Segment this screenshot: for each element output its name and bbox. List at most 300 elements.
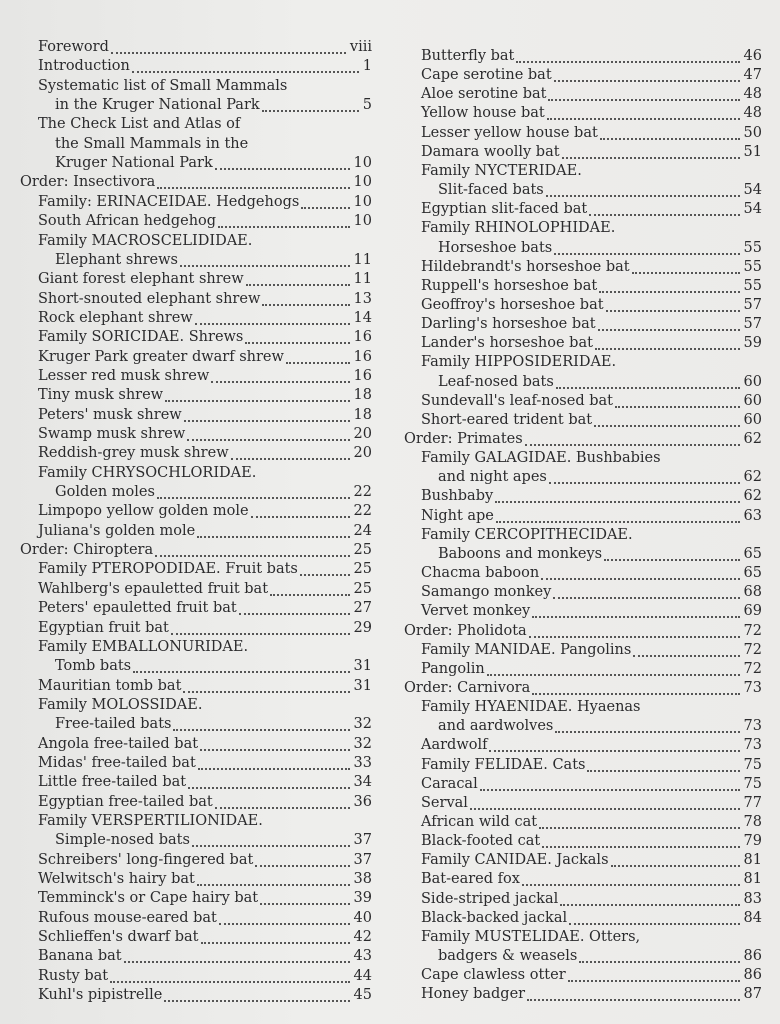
toc-entry-page: 46 xyxy=(743,48,762,64)
toc-entry-page: 48 xyxy=(743,86,762,103)
toc-entry-page: 57 xyxy=(743,296,762,313)
dot-leader xyxy=(180,251,350,267)
dot-leader xyxy=(262,96,359,112)
toc-entry xyxy=(396,334,762,353)
toc-entry-title: Free-tailed bats xyxy=(55,716,172,733)
toc-entry-title: Sundevall's leaf-nosed bat xyxy=(421,392,613,409)
dot-leader xyxy=(643,700,759,714)
toc-entry-page: 51 xyxy=(743,143,762,160)
dot-leader xyxy=(254,234,368,248)
toc-entry xyxy=(0,696,372,715)
dot-leader xyxy=(542,832,739,848)
toc-entry-page: 44 xyxy=(353,967,372,984)
toc-entry-page: 68 xyxy=(743,584,762,601)
dot-leader xyxy=(522,870,740,886)
toc-entry-title: Systematic list of Small Mammals xyxy=(38,77,288,94)
toc-entry-page: 55 xyxy=(743,258,762,275)
toc-entry xyxy=(396,966,762,985)
toc-entry-title: Rusty bat xyxy=(38,967,109,984)
dot-leader xyxy=(496,507,740,523)
toc-entry-title: Serval xyxy=(421,794,468,811)
toc-entry xyxy=(0,328,372,347)
dot-leader xyxy=(286,348,350,364)
toc-entry-page: 32 xyxy=(353,716,372,733)
toc-entry-title: Introduction xyxy=(38,58,130,75)
toc-entry-title: Black-footed cat xyxy=(421,833,541,850)
toc-entry-page: 75 xyxy=(743,756,762,773)
toc-entry xyxy=(396,47,762,66)
toc-entry-title: Lesser yellow house bat xyxy=(421,124,598,141)
toc-entry xyxy=(0,677,372,696)
toc-entry-page: 16 xyxy=(353,348,372,365)
toc-entry-title: Midas' free-tailed bat xyxy=(38,754,196,771)
toc-entry xyxy=(396,756,762,775)
toc-entry-title: Darling's horseshoe bat xyxy=(421,316,596,333)
dot-leader xyxy=(549,468,740,484)
toc-entry-title: the Small Mammals in the xyxy=(55,135,249,152)
dot-leader xyxy=(556,373,740,389)
toc-entry xyxy=(396,985,762,1004)
toc-entry-page: 59 xyxy=(743,335,762,352)
toc-entry-page: 78 xyxy=(743,814,762,830)
toc-entry-title: Family FELIDAE. Cats xyxy=(421,756,586,773)
toc-entry-title: Kruger National Park xyxy=(55,155,213,172)
toc-entry xyxy=(0,541,372,560)
toc-entry-page: 50 xyxy=(743,124,762,141)
toc-entry-page: viii xyxy=(349,39,372,55)
toc-entry-page: 45 xyxy=(353,987,372,1004)
dot-leader xyxy=(525,430,740,446)
toc-entry-title: Little free-tailed bat xyxy=(38,774,187,791)
toc-entry-page: 75 xyxy=(743,775,762,792)
dot-leader xyxy=(245,328,349,344)
toc-entry xyxy=(0,638,372,657)
toc-entry-page: 34 xyxy=(353,774,372,791)
toc-entry-title: Welwitsch's hairy bat xyxy=(38,871,195,888)
toc-entry-page: 39 xyxy=(353,890,372,907)
toc-entry-page: 87 xyxy=(743,986,762,1003)
toc-entry-page: 54 xyxy=(743,201,762,218)
toc-entry xyxy=(396,449,762,468)
toc-entry-page: 54 xyxy=(743,182,762,199)
toc-entry-title: Family CHRYSOCHLORIDAE. xyxy=(38,464,257,481)
dot-leader xyxy=(187,425,349,441)
toc-entry xyxy=(396,315,762,334)
dot-leader xyxy=(562,143,740,159)
toc-entry xyxy=(0,115,372,134)
toc-entry-page: 69 xyxy=(743,603,762,620)
toc-entry-title: Cape clawless otter xyxy=(421,967,566,984)
toc-entry-page: 16 xyxy=(353,367,372,384)
toc-entry-page: 1 xyxy=(362,58,372,75)
toc-entry-title: Yellow house bat xyxy=(421,105,545,122)
toc-entry xyxy=(0,290,372,309)
toc-entry-title: Egyptian fruit bat xyxy=(38,619,169,636)
toc-entry-page: 81 xyxy=(743,871,762,888)
toc-entry xyxy=(396,660,762,679)
toc-entry-page: 60 xyxy=(743,373,762,390)
dot-leader xyxy=(470,794,740,810)
toc-entry-title: Pangolin xyxy=(421,660,485,677)
dot-leader xyxy=(173,715,349,731)
dot-leader xyxy=(200,735,350,751)
toc-entry xyxy=(0,580,372,599)
toc-entry xyxy=(396,947,762,966)
toc-entry xyxy=(396,487,762,506)
toc-entry-page: 42 xyxy=(353,929,372,946)
toc-entry-title: Caracal xyxy=(421,775,478,792)
toc-entry-title: African wild cat xyxy=(421,814,538,830)
toc-entry xyxy=(0,57,372,76)
toc-entry-page: 33 xyxy=(353,754,372,771)
toc-entry-page: 20 xyxy=(353,426,372,442)
toc-entry-title: Giant forest elephant shrew xyxy=(38,271,244,288)
toc-entry xyxy=(396,124,762,143)
dot-leader xyxy=(560,890,739,906)
toc-entry-title: Elephant shrews xyxy=(55,251,178,268)
toc-entry-title: Tiny musk shrew xyxy=(38,387,164,404)
toc-entry-page: 48 xyxy=(743,105,762,122)
dot-leader xyxy=(215,154,350,170)
toc-entry-page: 57 xyxy=(743,316,762,333)
toc-entry-title: Kruger Park greater dwarf shrew xyxy=(38,348,284,365)
toc-entry xyxy=(396,200,762,219)
toc-entry-title: Family EMBALLONURIDAE. xyxy=(38,638,249,655)
toc-entry-page: 10 xyxy=(353,155,372,172)
toc-entry-title: Temminck's or Cape hairy bat xyxy=(38,890,259,907)
toc-entry xyxy=(0,193,372,212)
dot-leader xyxy=(184,406,350,422)
dot-leader xyxy=(555,717,739,733)
toc-entry-title: Wahlberg's epauletted fruit bat xyxy=(38,580,269,597)
toc-entry xyxy=(0,212,372,231)
toc-entry-title: Honey badger xyxy=(421,986,526,1003)
dot-leader xyxy=(171,619,350,635)
dot-leader xyxy=(289,79,368,93)
dot-leader xyxy=(198,754,350,770)
toc-entry xyxy=(0,657,372,676)
dot-leader xyxy=(598,315,740,331)
toc-entry-page: 14 xyxy=(353,309,372,326)
toc-entry xyxy=(0,251,372,270)
dot-leader xyxy=(197,870,350,886)
toc-entry xyxy=(0,735,372,754)
dot-leader xyxy=(260,889,349,905)
dot-leader xyxy=(604,545,739,561)
toc-entry xyxy=(0,560,372,579)
toc-entry-page: 73 xyxy=(743,718,762,735)
dot-leader xyxy=(255,851,349,867)
dot-leader xyxy=(300,560,350,576)
toc-entry xyxy=(396,296,762,315)
dot-leader xyxy=(532,679,739,695)
toc-entry-title: Family GALAGIDAE. Bushbabies xyxy=(421,450,661,467)
toc-entry xyxy=(0,831,372,850)
dot-leader xyxy=(546,181,740,197)
toc-entry xyxy=(396,277,762,296)
toc-entry-title: Family CANIDAE. Jackals xyxy=(421,852,609,869)
toc-entry-title: Egyptian slit-faced bat xyxy=(421,201,588,218)
toc-entry-title: Banana bat xyxy=(38,948,122,965)
toc-entry-title: Family PTEROPODIDAE. Fruit bats xyxy=(38,561,298,578)
toc-entry-title: Mauritian tomb bat xyxy=(38,677,182,694)
toc-entry xyxy=(396,583,762,602)
toc-entry xyxy=(396,162,762,181)
toc-entry-title: Rock elephant shrew xyxy=(38,309,193,326)
toc-entry-title: Peters' musk shrew xyxy=(38,406,182,423)
toc-entry-title: Family MACROSCELIDIDAE. xyxy=(38,232,253,249)
toc-entry-page: 86 xyxy=(743,948,762,965)
toc-entry-title: Family HIPPOSIDERIDAE. xyxy=(421,354,617,371)
toc-entry-page: 18 xyxy=(353,387,372,404)
toc-entry-title: Damara woolly bat xyxy=(421,143,560,160)
toc-entry-title: Angola free-tailed bat xyxy=(38,735,199,752)
dot-leader xyxy=(165,386,349,402)
dot-leader xyxy=(587,756,739,772)
toc-entry xyxy=(0,309,372,328)
toc-entry xyxy=(396,545,762,564)
toc-entry-page: 16 xyxy=(353,329,372,346)
dot-leader xyxy=(251,502,350,518)
toc-entry-title: badgers & weasels xyxy=(438,948,578,965)
toc-entry xyxy=(396,66,762,85)
toc-entry-page: 83 xyxy=(743,890,762,907)
toc-entry xyxy=(396,717,762,736)
dot-leader xyxy=(157,483,350,499)
toc-entry xyxy=(0,619,372,638)
toc-entry xyxy=(0,599,372,618)
toc-entry-title: Swamp musk shrew xyxy=(38,426,186,442)
toc-entry xyxy=(396,104,762,123)
toc-entry-page: 22 xyxy=(353,484,372,501)
dot-leader xyxy=(258,466,368,480)
toc-entry-title: and night apes xyxy=(438,469,547,486)
toc-entry xyxy=(0,444,372,463)
toc-entry xyxy=(396,564,762,583)
toc-entry-page: 25 xyxy=(353,542,372,559)
toc-entry xyxy=(0,870,372,889)
dot-leader xyxy=(250,137,368,151)
toc-entry-title: Order: Primates xyxy=(404,431,523,447)
toc-entry-page: 24 xyxy=(353,522,372,539)
toc-entry xyxy=(0,406,372,425)
dot-leader xyxy=(529,622,740,638)
toc-entry-title: Kuhl's pipistrelle xyxy=(38,987,163,1004)
toc-entry-page: 38 xyxy=(353,871,372,888)
dot-leader xyxy=(489,736,739,752)
dot-leader xyxy=(579,947,739,963)
dot-leader xyxy=(480,775,740,791)
toc-entry-title: The Check List and Atlas of xyxy=(38,116,241,133)
toc-entry-page: 77 xyxy=(743,794,762,811)
toc-entry-title: Schreibers' long-fingered bat xyxy=(38,851,254,868)
dot-leader xyxy=(589,200,739,216)
toc-entry xyxy=(396,679,762,698)
dot-leader xyxy=(270,580,350,596)
toc-entry xyxy=(396,526,762,545)
toc-entry xyxy=(0,851,372,870)
toc-entry xyxy=(0,754,372,773)
toc-entry xyxy=(0,889,372,908)
toc-entry xyxy=(396,353,762,372)
toc-entry-page: 81 xyxy=(743,852,762,869)
dot-leader xyxy=(487,660,740,676)
toc-entry-title: Foreword xyxy=(38,39,109,55)
toc-entry-page: 72 xyxy=(743,660,762,677)
toc-entry-page: 32 xyxy=(353,735,372,752)
dot-leader xyxy=(663,451,758,465)
toc-entry xyxy=(396,258,762,277)
toc-entry xyxy=(0,947,372,966)
toc-entry-page: 13 xyxy=(353,290,372,307)
dot-leader xyxy=(617,221,758,235)
toc-entry-title: Short-eared trident bat xyxy=(421,411,593,428)
toc-entry-page: 47 xyxy=(743,67,762,84)
toc-entry-page: 31 xyxy=(353,677,372,694)
toc-entry-page: 62 xyxy=(743,431,762,447)
toc-entry-page: 10 xyxy=(353,193,372,210)
dot-leader xyxy=(547,104,740,120)
toc-entry xyxy=(396,373,762,392)
dot-leader xyxy=(635,528,758,542)
dot-leader xyxy=(250,640,368,654)
toc-entry xyxy=(396,698,762,717)
toc-entry-page: 73 xyxy=(743,679,762,696)
dot-leader xyxy=(192,831,350,847)
toc-entry xyxy=(396,736,762,755)
dot-leader xyxy=(188,773,349,789)
toc-entry-title: Chacma baboon xyxy=(421,565,540,582)
dot-leader xyxy=(111,38,346,54)
toc-entry xyxy=(396,775,762,794)
toc-entry xyxy=(0,135,372,154)
toc-entry xyxy=(0,773,372,792)
toc-entry-page: 18 xyxy=(353,406,372,423)
toc-entry-title: Peters' epauletted fruit bat xyxy=(38,600,237,617)
toc-entry xyxy=(396,468,762,487)
toc-entry xyxy=(0,928,372,947)
toc-entry xyxy=(396,411,762,430)
toc-entry-page: 72 xyxy=(743,622,762,639)
toc-entry xyxy=(396,181,762,200)
toc-entry-title: Leaf-nosed bats xyxy=(438,373,554,390)
toc-entry-page: 60 xyxy=(743,392,762,409)
dot-leader xyxy=(197,522,349,538)
dot-leader xyxy=(495,487,739,503)
dot-leader xyxy=(183,677,349,693)
dot-leader xyxy=(642,930,758,944)
toc-entry xyxy=(0,812,372,831)
dot-leader xyxy=(239,599,350,615)
dot-leader xyxy=(611,851,740,867)
toc-entry xyxy=(0,715,372,734)
toc-entry-title: Family RHINOLOPHIDAE. xyxy=(421,220,616,237)
dot-leader xyxy=(218,212,349,228)
toc-entry-page: 63 xyxy=(743,507,762,524)
dot-leader xyxy=(633,641,739,657)
dot-leader xyxy=(231,444,350,460)
dot-leader xyxy=(262,290,349,306)
toc-entry-page: 36 xyxy=(353,793,372,810)
dot-leader xyxy=(133,657,349,673)
toc-entry xyxy=(0,522,372,541)
toc-entry-title: Bat-eared fox xyxy=(421,871,520,888)
toc-entry xyxy=(0,38,372,57)
toc-entry-page: 72 xyxy=(743,641,762,658)
toc-entry-title: Family: ERINACEIDAE. Hedgehogs xyxy=(38,193,300,210)
dot-leader xyxy=(553,583,739,599)
dot-leader xyxy=(110,967,349,983)
toc-entry-title: Juliana's golden mole xyxy=(38,522,196,539)
toc-entry-title: Black-backed jackal xyxy=(421,909,568,926)
toc-entry-title: Aardwolf xyxy=(421,737,488,754)
toc-entry-title: Side-striped jackal xyxy=(421,890,559,907)
dot-leader xyxy=(539,813,740,829)
toc-entry-title: Family HYAENIDAE. Hyaenas xyxy=(421,699,641,716)
toc-entry xyxy=(0,154,372,173)
toc-entry-title: Family MOLOSSIDAE. xyxy=(38,696,203,713)
toc-entry xyxy=(396,851,762,870)
toc-entry-title: Short-snouted elephant shrew xyxy=(38,290,261,307)
dot-leader xyxy=(265,814,368,828)
dot-leader xyxy=(600,124,740,140)
toc-entry xyxy=(0,386,372,405)
toc-entry-page: 5 xyxy=(362,97,372,114)
toc-entry-page: 55 xyxy=(743,239,762,256)
toc-entry-title: Simple-nosed bats xyxy=(55,832,190,849)
toc-entry xyxy=(396,602,762,621)
toc-entry-title: Vervet monkey xyxy=(421,603,531,620)
toc-entry-page: 10 xyxy=(353,174,372,191)
toc-entry-page: 10 xyxy=(353,213,372,230)
dot-leader xyxy=(584,164,758,178)
toc-entry-title: in the Kruger National Park xyxy=(55,97,260,114)
toc-entry xyxy=(396,85,762,104)
toc-entry-page: 37 xyxy=(353,851,372,868)
toc-entry xyxy=(0,96,372,115)
toc-entry-title: Cape serotine bat xyxy=(421,67,552,84)
toc-entry-title: Rufous mouse-eared bat xyxy=(38,909,217,926)
toc-entry-page: 62 xyxy=(743,469,762,486)
dot-leader xyxy=(632,258,740,274)
dot-leader xyxy=(246,270,350,286)
toc-entry-page: 20 xyxy=(353,445,372,462)
toc-entry xyxy=(0,909,372,928)
toc-entry xyxy=(0,367,372,386)
dot-leader xyxy=(541,564,739,580)
toc-entry xyxy=(0,232,372,251)
toc-entry xyxy=(396,143,762,162)
toc-entry xyxy=(396,890,762,909)
toc-entry xyxy=(0,464,372,483)
dot-leader xyxy=(532,602,739,618)
dot-leader xyxy=(516,47,739,63)
toc-entry-title: Butterfly bat xyxy=(421,48,515,64)
toc-entry-title: Geoffroy's horseshoe bat xyxy=(421,296,604,313)
toc-entry-title: Lesser red musk shrew xyxy=(38,367,210,384)
toc-entry-page: 40 xyxy=(353,909,372,926)
dot-leader xyxy=(569,909,739,925)
toc-entry-title: Slit-faced bats xyxy=(438,182,544,199)
toc-entry-title: Order: Insectivora xyxy=(20,174,156,191)
toc-entry-page: 62 xyxy=(743,488,762,505)
toc-entry-page: 65 xyxy=(743,545,762,562)
toc-entry xyxy=(0,502,372,521)
toc-entry xyxy=(396,392,762,411)
dot-leader xyxy=(554,66,740,82)
toc-entry xyxy=(396,641,762,660)
toc-entry-title: Family MANIDAE. Pangolins xyxy=(421,641,632,658)
